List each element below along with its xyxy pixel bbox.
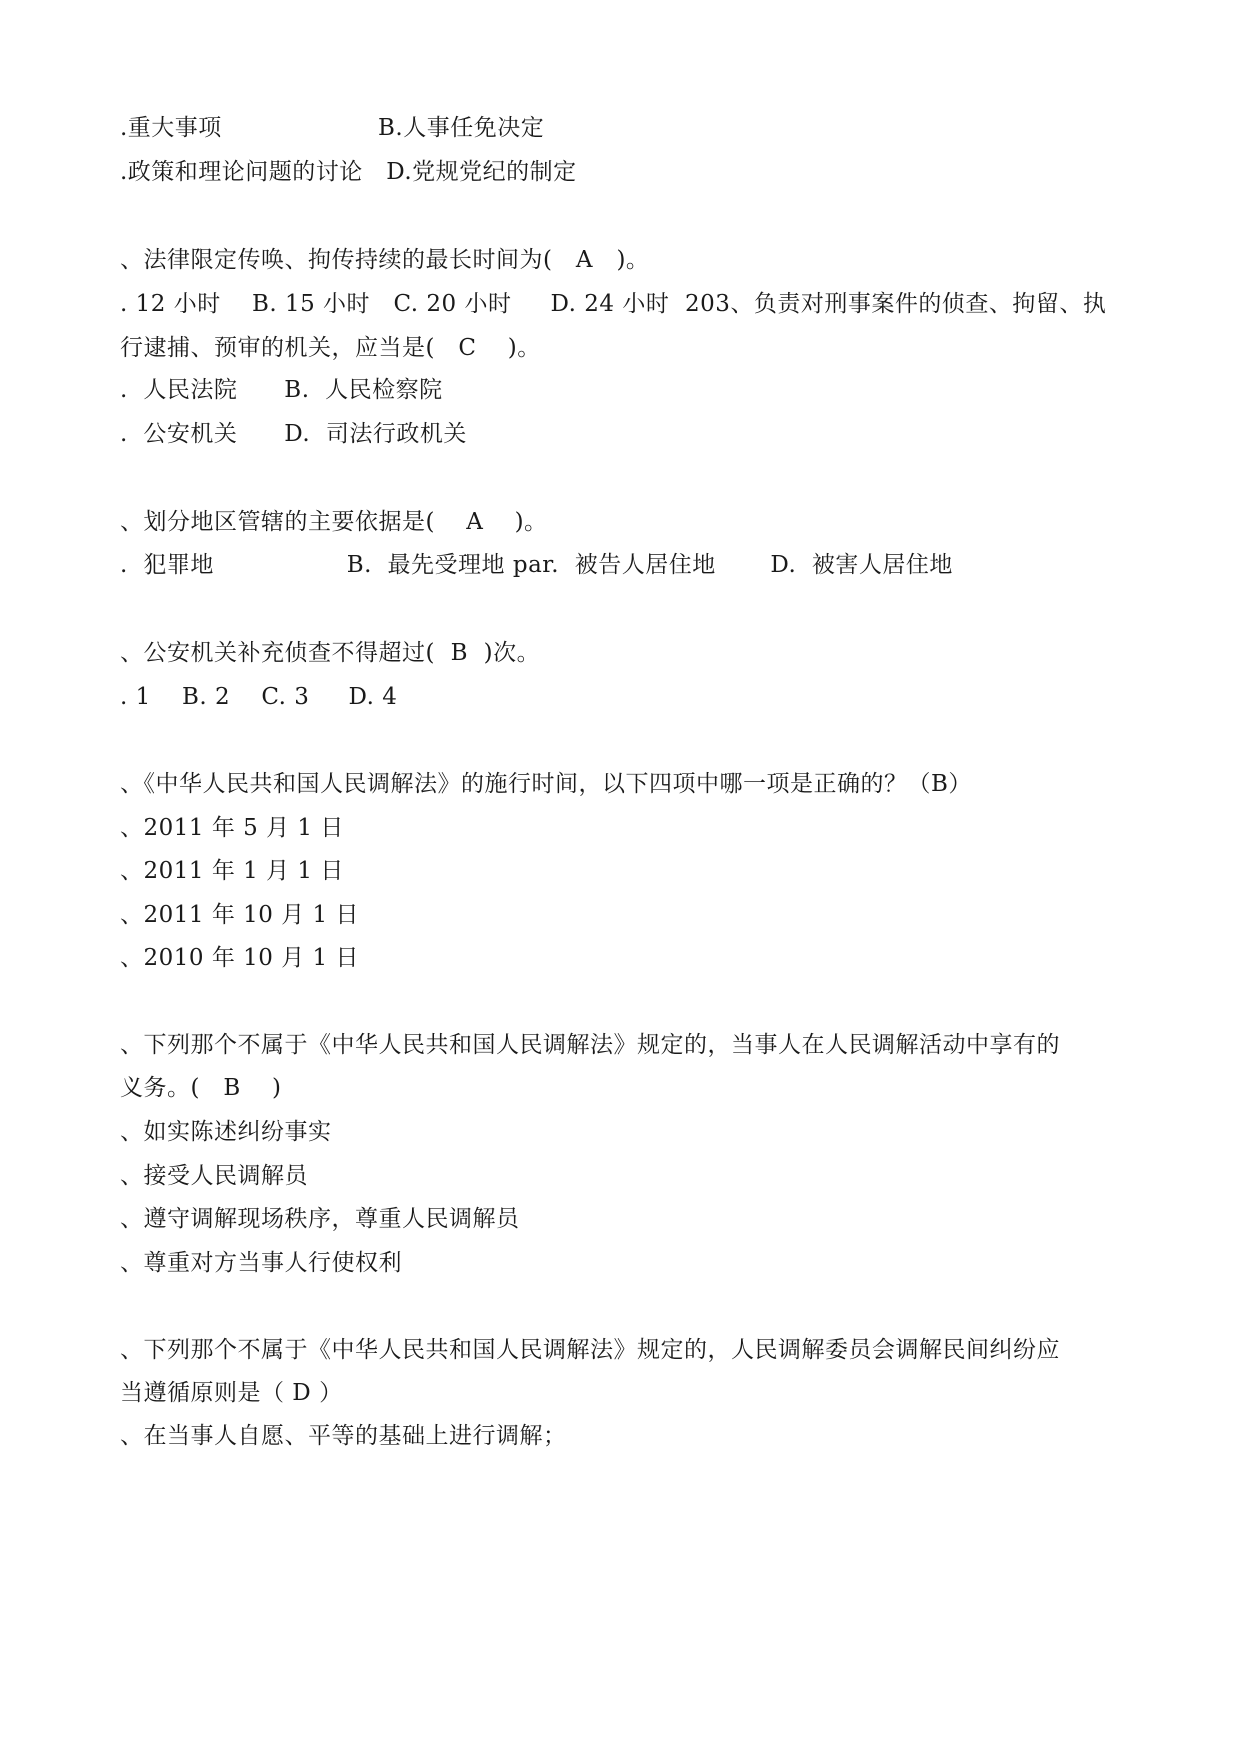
option-obligation-a: 、如实陈述纠纷事实 — [120, 1119, 332, 1145]
option-date-c: 、2011 年 10 月 1 日 — [120, 902, 359, 928]
question-summons-duration: 、法律限定传唤、拘传持续的最长时间为( A )。 — [120, 247, 650, 273]
option-date-d: 、2010 年 10 月 1 日 — [120, 945, 359, 971]
option-principle-a: 、在当事人自愿、平等的基础上进行调解； — [120, 1423, 567, 1449]
question-investigation-authority: 行逮捕、预审的机关，应当是( C )。 — [120, 335, 541, 361]
options-territorial-jurisdiction: . 犯罪地 B. 最先受理地 par. 被告人居住地 D. 被害人居住地 — [120, 552, 953, 578]
options-authority-c-d: . 公安机关 D. 司法行政机关 — [120, 421, 467, 447]
option-line-a-b: .重大事项 B.人事任免决定 — [120, 115, 545, 141]
options-authority-a-b: . 人民法院 B. 人民检察院 — [120, 377, 443, 403]
option-obligation-d: 、尊重对方当事人行使权利 — [120, 1250, 402, 1276]
question-mediation-law-date: 、《中华人民共和国人民调解法》的施行时间，以下四项中哪一项是正确的？（B） — [120, 771, 972, 797]
option-date-a: 、2011 年 5 月 1 日 — [120, 815, 344, 841]
option-obligation-b: 、接受人民调解员 — [120, 1163, 308, 1189]
options-supplementary-investigation: . 1 B. 2 C. 3 D. 4 — [120, 684, 398, 710]
question-party-obligations: 、下列那个不属于《中华人民共和国人民调解法》规定的，当事人在人民调解活动中享有的 — [120, 1032, 1060, 1058]
option-date-b: 、2011 年 1 月 1 日 — [120, 858, 344, 884]
question-territorial-jurisdiction: 、划分地区管辖的主要依据是( A )。 — [120, 509, 548, 535]
question-mediation-principles-cont: 当遵循原则是（ D ） — [120, 1380, 343, 1406]
question-party-obligations-cont: 义务。( B ) — [120, 1075, 282, 1101]
question-supplementary-investigation: 、公安机关补充侦查不得超过( B )次。 — [120, 640, 541, 666]
options-summons-duration: . 12 小时 B. 15 小时 C. 20 小时 D. 24 小时 203、负责对刑事案件的侦查、拘留、执 — [120, 291, 1107, 317]
option-line-c-d: .政策和理论问题的讨论 D.党规党纪的制定 — [120, 159, 577, 185]
option-obligation-c: 、遵守调解现场秩序，尊重人民调解员 — [120, 1206, 520, 1232]
question-mediation-principles: 、下列那个不属于《中华人民共和国人民调解法》规定的，人民调解委员会调解民间纠纷应 — [120, 1337, 1060, 1363]
